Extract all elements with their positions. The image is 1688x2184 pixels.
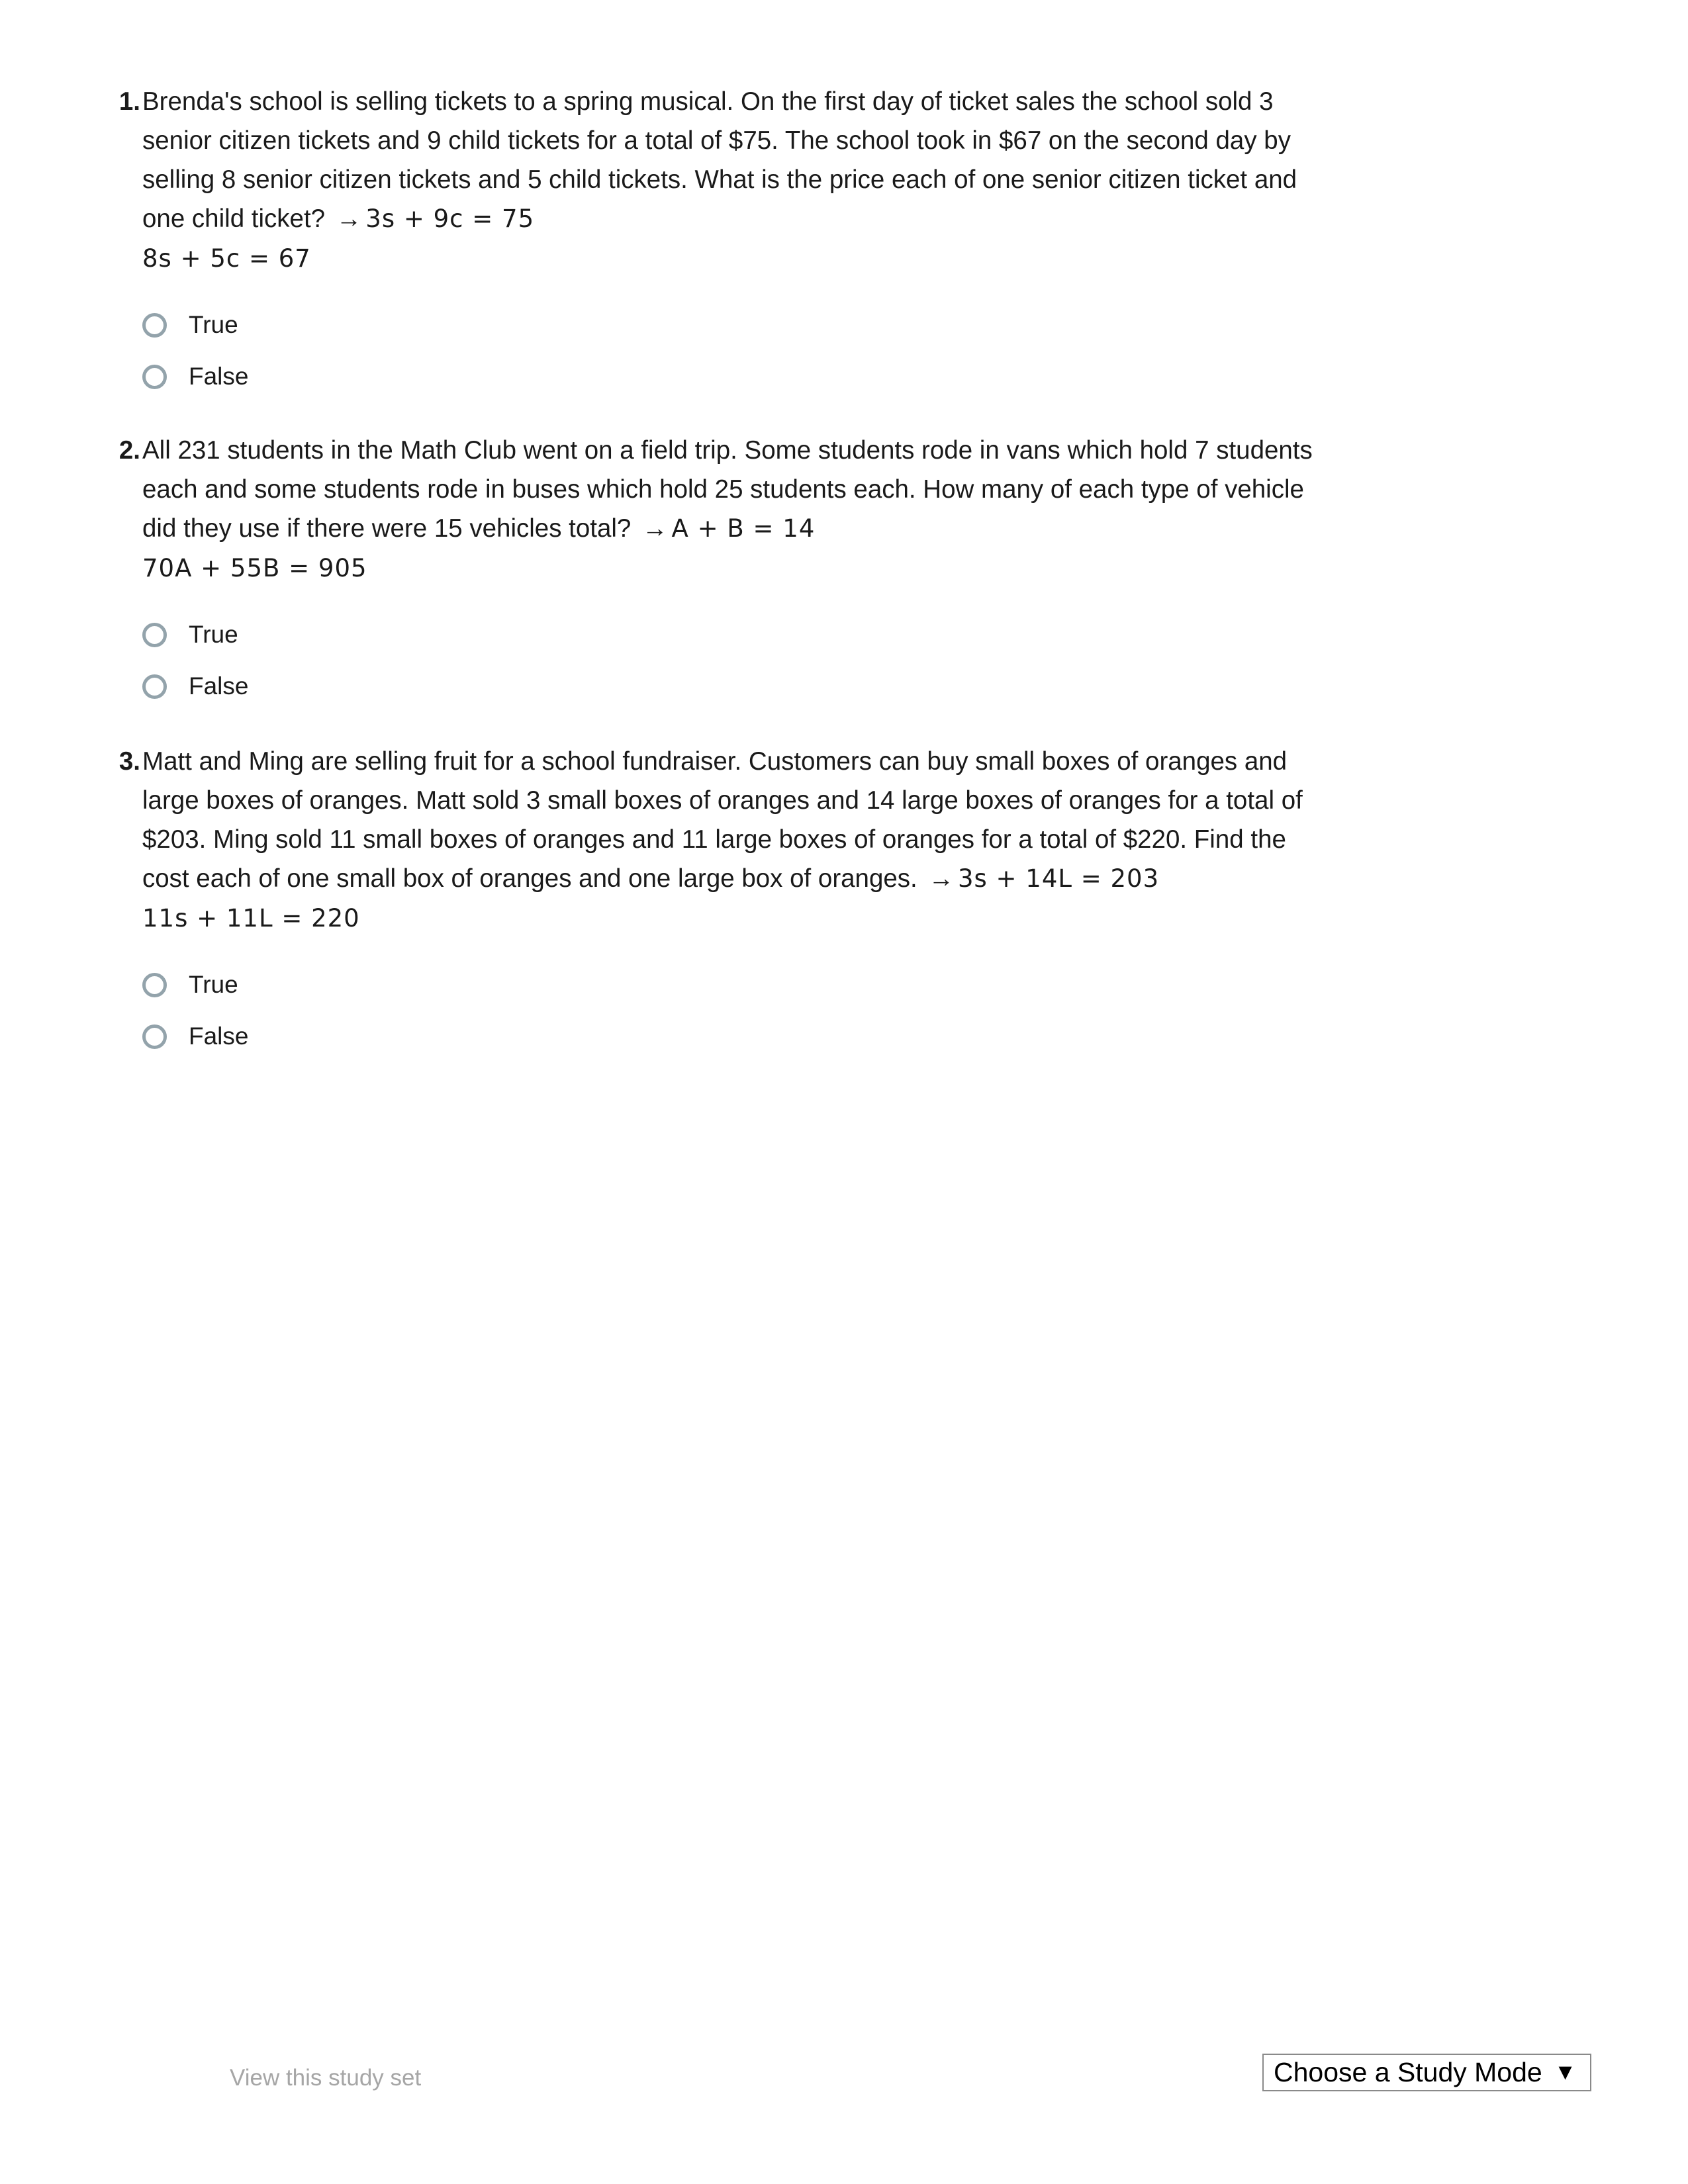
- option-label: False: [189, 1023, 249, 1050]
- question-prompt: [113, 742, 1331, 939]
- caret-down-icon: ▼: [1554, 2060, 1577, 2085]
- arrow-icon: →: [336, 205, 362, 233]
- arrow-icon: →: [928, 864, 954, 893]
- arrow-icon: →: [642, 514, 668, 543]
- option-true[interactable]: [142, 299, 1331, 351]
- equation-1: 3s + 14L = 203: [957, 864, 1160, 893]
- answer-options: [142, 609, 1331, 712]
- option-true[interactable]: [142, 609, 1331, 660]
- option-true[interactable]: [142, 959, 1331, 1011]
- option-label: True: [189, 971, 238, 998]
- study-mode-label: Choose a Study Mode: [1274, 2057, 1542, 2087]
- option-false[interactable]: [142, 351, 1331, 402]
- question-prompt: [113, 82, 1331, 279]
- study-mode-select[interactable]: [1262, 2054, 1591, 2091]
- question-number: 1.: [118, 87, 140, 116]
- option-label: True: [189, 311, 238, 338]
- equation-1: A + B = 14: [671, 514, 816, 543]
- option-label: False: [189, 363, 249, 390]
- option-false[interactable]: [142, 1011, 1331, 1062]
- question-3: [113, 742, 1331, 1062]
- answer-options: [142, 299, 1331, 402]
- question-number: 3.: [118, 747, 140, 776]
- question-number: 2.: [118, 436, 140, 465]
- equation-2: 8s + 5c = 67: [142, 244, 311, 273]
- radio-button-icon[interactable]: [142, 623, 167, 647]
- radio-button-icon[interactable]: [142, 674, 167, 699]
- equation-2: 11s + 11L = 220: [142, 904, 360, 933]
- question-1: [113, 82, 1331, 402]
- radio-button-icon[interactable]: [142, 1024, 167, 1049]
- radio-button-icon[interactable]: [142, 973, 167, 997]
- view-study-set-link[interactable]: View this study set: [230, 2065, 422, 2091]
- answer-options: [142, 959, 1331, 1062]
- question-prompt: [113, 431, 1331, 589]
- option-label: False: [189, 672, 249, 700]
- question-text: Matt and Ming are selling fruit for a school fundraiser. Customers can buy small boxes of oranges and large boxes of oranges. Matt sold 3 small boxes of oranges and 14 large boxes of oranges for a total of $203. Ming sold 11 small boxes of oranges and 11 large boxes of oranges for a total of $220. Find the cost each of one small box of oranges and one large box of oranges.: [142, 747, 1303, 893]
- equation-2: 70A + 55B = 905: [142, 554, 367, 582]
- question-2: [113, 431, 1331, 712]
- radio-button-icon[interactable]: [142, 365, 167, 389]
- equation-1: 3s + 9c = 75: [365, 205, 535, 233]
- option-label: True: [189, 621, 238, 648]
- option-false[interactable]: [142, 660, 1331, 712]
- radio-button-icon[interactable]: [142, 313, 167, 338]
- question-text: All 231 students in the Math Club went on a field trip. Some students rode in vans which hold 7 students each and some students rode in buses which hold 25 students each. How many of each type of vehicle did they use if there were 15 vehicles total?: [142, 436, 1313, 543]
- question-text: Brenda's school is selling tickets to a spring musical. On the first day of ticket sales the school sold 3 senior citizen tickets and 9 child tickets for a total of $75. The school took in $67 on the second day by selling 8 senior citizen tickets and 5 child tickets. What is the price each of one senior citizen ticket and one child ticket?: [142, 87, 1297, 233]
